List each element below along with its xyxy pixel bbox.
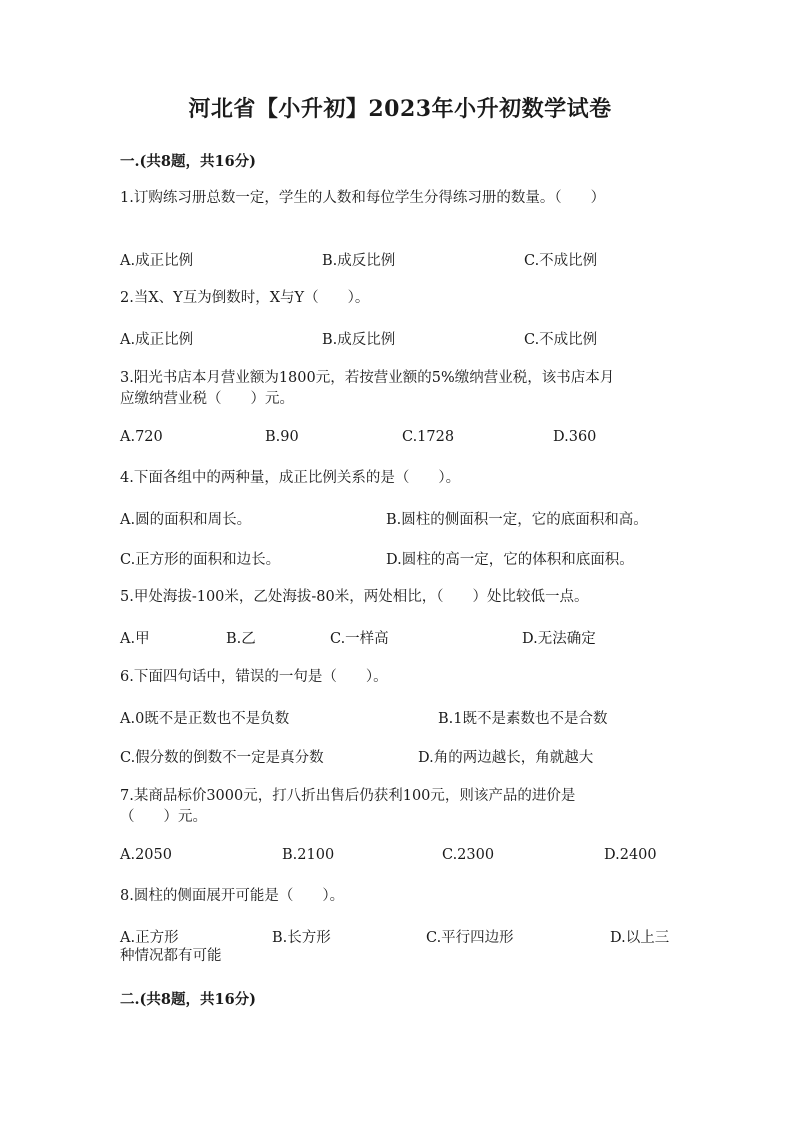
question-2-option-c: C.不成比例 [524, 332, 598, 348]
question-1-option-b: B.成反比例 [322, 253, 396, 269]
question-3-option-a: A.720 [120, 429, 163, 445]
question-4-option-c: C.正方形的面积和边长。 [120, 552, 281, 568]
question-7-option-c: C.2300 [442, 847, 495, 863]
question-5-option-c: C.一样高 [330, 631, 389, 647]
question-2-option-a: A.成正比例 [120, 332, 194, 348]
question-3-option-d: D.360 [553, 429, 597, 445]
question-4-option-a: A.圆的面积和周长。 [120, 512, 252, 528]
question-1-option-a: A.成正比例 [120, 253, 194, 269]
question-5-option-b: B.乙 [226, 631, 256, 647]
question-8-option-a: A.正方形 [120, 930, 179, 946]
question-3-stem-line-1: 3.阳光书店本月营业额为1800元，若按营业额的5%缴纳营业税，该书店本月 [120, 370, 615, 386]
question-7-option-a: A.2050 [120, 847, 172, 863]
section-heading-1: 一.(共8题，共16分) [120, 153, 257, 170]
question-5-stem: 5.甲处海拔-100米，乙处海拔-80米，两处相比，（ ）处比较低一点。 [120, 589, 589, 605]
question-5-option-d: D.无法确定 [522, 631, 596, 647]
question-3-option-b: B.90 [265, 429, 299, 445]
section-heading-2: 二.(共8题，共16分) [120, 991, 257, 1008]
question-8-option-d-continued: 种情况都有可能 [120, 948, 222, 964]
question-8-option-d: D.以上三 [610, 930, 670, 946]
question-1-option-c: C.不成比例 [524, 253, 598, 269]
question-7-stem-line-1: 7.某商品标价3000元，打八折出售后仍获利100元，则该产品的进价是 [120, 788, 576, 804]
question-6-option-d: D.角的两边越长，角就越大 [418, 750, 594, 766]
question-6-option-c: C.假分数的倒数不一定是真分数 [120, 750, 324, 766]
question-3-option-c: C.1728 [402, 429, 455, 445]
question-6-option-a: A.0既不是正数也不是负数 [120, 711, 290, 727]
question-8-option-b: B.长方形 [272, 930, 331, 946]
question-6-stem: 6.下面四句话中，错误的一句是（ ）。 [120, 669, 388, 685]
question-3-stem-line-2: 应缴纳营业税（ ）元。 [120, 391, 294, 407]
page-title: 河北省【小升初】2023年小升初数学试卷 [188, 96, 612, 122]
question-7-option-b: B.2100 [282, 847, 335, 863]
question-8-stem: 8.圆柱的侧面展开可能是（ ）。 [120, 888, 345, 904]
question-8-option-c: C.平行四边形 [426, 930, 514, 946]
question-7-stem-line-2: （ ）元。 [120, 809, 207, 825]
question-5-option-a: A.甲 [120, 631, 150, 647]
question-2-stem: 2.当X、Y互为倒数时，X与Y（ ）。 [120, 290, 370, 306]
question-7-option-d: D.2400 [604, 847, 657, 863]
question-2-option-b: B.成反比例 [322, 332, 396, 348]
question-4-option-b: B.圆柱的侧面积一定，它的底面积和高。 [386, 512, 648, 528]
question-4-option-d: D.圆柱的高一定，它的体积和底面积。 [386, 552, 634, 568]
question-4-stem: 4.下面各组中的两种量，成正比例关系的是（ ）。 [120, 470, 461, 486]
question-1-stem: 1.订购练习册总数一定，学生的人数和每位学生分得练习册的数量。（ ） [120, 190, 606, 206]
question-6-option-b: B.1既不是素数也不是合数 [438, 711, 608, 727]
